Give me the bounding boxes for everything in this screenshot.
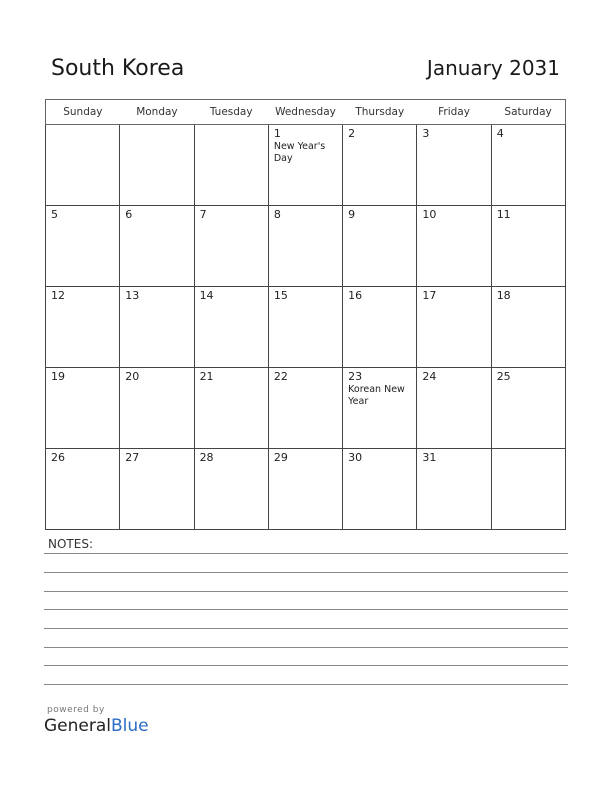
brand-general: General: [44, 716, 111, 736]
day-cell: [417, 287, 491, 368]
day-cell: [46, 287, 120, 368]
day-number: 25: [496, 370, 511, 383]
weekday-saturday: Saturday: [491, 100, 565, 125]
week-row: [46, 287, 566, 368]
country-title: South Korea: [51, 56, 185, 81]
day-number: 2: [348, 127, 356, 140]
holiday-label: Korean New Year: [348, 384, 405, 407]
day-cell: [120, 449, 194, 530]
day-cell: [417, 449, 491, 530]
note-line: [44, 572, 568, 573]
day-cell: [46, 449, 120, 530]
day-number: 14: [199, 289, 214, 302]
day-cell: [343, 125, 417, 206]
calendar-body: [46, 125, 566, 530]
day-cell: [491, 125, 565, 206]
day-number: 31: [422, 451, 437, 464]
day-cell: [343, 206, 417, 287]
brand-blue: Blue: [111, 716, 149, 736]
day-number: 16: [348, 289, 363, 302]
day-cell: [491, 449, 565, 530]
day-cell: [268, 206, 342, 287]
weekday-header-row: [46, 100, 566, 125]
day-cell: [343, 449, 417, 530]
note-line: [44, 647, 568, 648]
day-number: 19: [51, 370, 65, 383]
powered-by-text: powered by: [47, 705, 105, 715]
day-cell: [343, 287, 417, 368]
day-number: 10: [422, 208, 437, 221]
day-cell: [268, 287, 342, 368]
day-number: 11: [496, 208, 511, 221]
day-cell: [46, 125, 120, 206]
day-cell: [120, 368, 194, 449]
day-number: 9: [348, 208, 356, 221]
month-year-title: January 2031: [426, 56, 560, 80]
day-cell: [194, 368, 268, 449]
weekday-monday: Monday: [120, 100, 194, 125]
day-number: 23: [348, 370, 363, 383]
notes-label: NOTES:: [48, 537, 93, 551]
day-cell: [343, 368, 417, 449]
weekday-thursday: Thursday: [343, 100, 417, 125]
day-cell: [491, 368, 565, 449]
day-number: 17: [422, 289, 437, 302]
day-number: 20: [125, 370, 140, 383]
day-number: 18: [496, 289, 511, 302]
day-number: 21: [199, 370, 214, 383]
day-cell: [194, 125, 268, 206]
day-number: 5: [51, 208, 58, 221]
day-cell: [46, 368, 120, 449]
week-row: [46, 449, 566, 530]
note-line: [44, 628, 568, 629]
day-cell: [46, 206, 120, 287]
day-number: 15: [273, 289, 288, 302]
holiday-label: New Year's Day: [273, 141, 326, 164]
generalblue-logo: [44, 716, 149, 736]
week-row: [46, 206, 566, 287]
note-line: [44, 665, 568, 666]
day-number: 27: [125, 451, 140, 464]
weekday-wednesday: Wednesday: [268, 100, 342, 125]
day-cell: [491, 206, 565, 287]
day-number: 12: [51, 289, 65, 302]
calendar-grid: [45, 99, 566, 530]
day-number: 29: [273, 451, 288, 464]
day-cell: [417, 368, 491, 449]
day-number: 28: [199, 451, 214, 464]
day-cell: [268, 368, 342, 449]
day-cell: [417, 125, 491, 206]
day-cell: [194, 449, 268, 530]
day-number: 7: [199, 208, 207, 221]
day-number: 22: [273, 370, 288, 383]
day-number: 26: [51, 451, 65, 464]
day-number: 24: [422, 370, 437, 383]
day-cell: [120, 287, 194, 368]
day-cell: [268, 449, 342, 530]
week-row: [46, 125, 566, 206]
day-number: 13: [125, 289, 140, 302]
note-line: [44, 553, 568, 554]
day-number: 3: [422, 127, 430, 140]
weekday-sunday: Sunday: [46, 100, 120, 125]
day-number: 1: [273, 127, 281, 140]
day-number: 8: [273, 208, 281, 221]
day-number: 6: [125, 208, 133, 221]
day-cell: [491, 287, 565, 368]
note-line: [44, 591, 568, 592]
day-cell: [120, 206, 194, 287]
day-cell: [268, 125, 342, 206]
day-cell: [194, 287, 268, 368]
day-cell: [417, 206, 491, 287]
weekday-friday: Friday: [417, 100, 491, 125]
note-line: [44, 609, 568, 610]
note-line: [44, 684, 568, 685]
day-cell: [194, 206, 268, 287]
day-number: 30: [348, 451, 363, 464]
day-number: 4: [496, 127, 504, 140]
week-row: [46, 368, 566, 449]
day-cell: [120, 125, 194, 206]
weekday-tuesday: Tuesday: [194, 100, 268, 125]
